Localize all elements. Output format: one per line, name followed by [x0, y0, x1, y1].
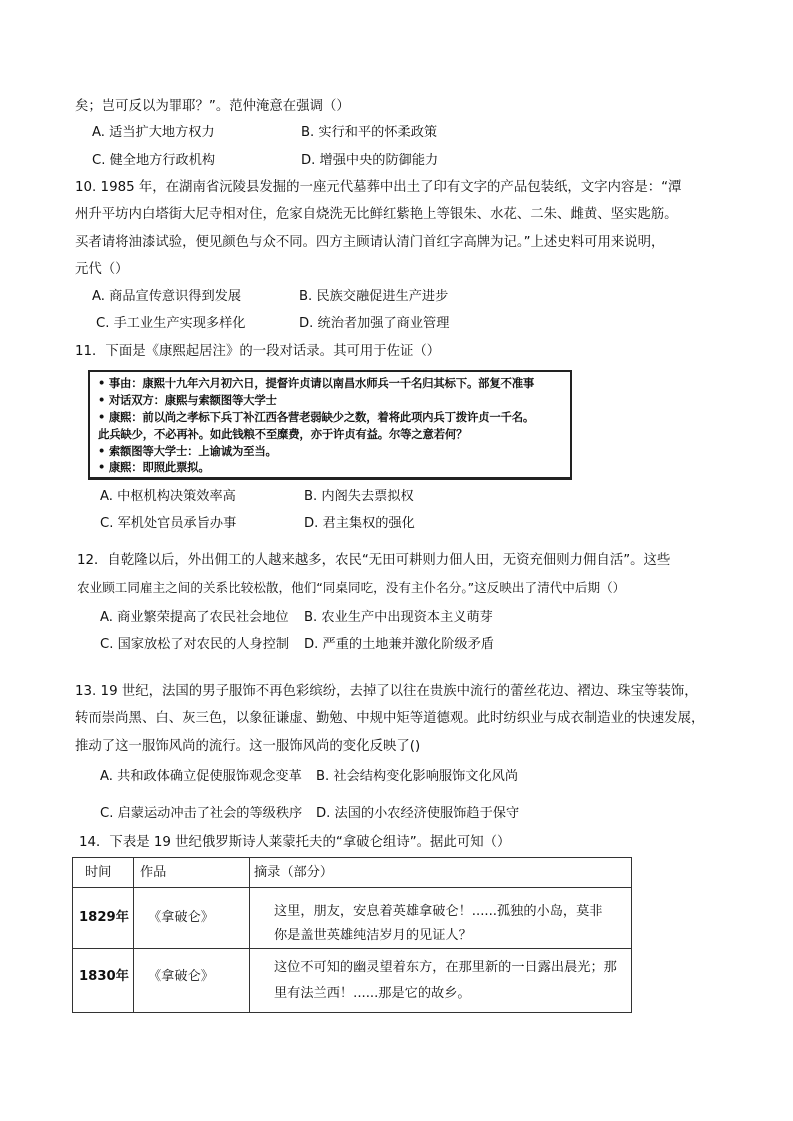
q11-box-line-4: 此兵缺少，不必再补。如此钱粮不至糜费，亦于许贞有益。尔等之意若何？: [98, 427, 468, 441]
table-header-row: [73, 858, 632, 888]
q12-option-b[interactable]: B. 农业生产中出现资本主义萌芽: [304, 610, 493, 625]
q13-stem-line-3: 推动了这一服饰风尚的流行。这一服饰风尚的变化反映了(): [75, 739, 421, 754]
table-row: [73, 888, 632, 949]
q11-box-line-2: • 对话双方：康熙与索额图等大学士: [98, 393, 277, 407]
q12-option-c[interactable]: C. 国家放松了对农民的人身控制: [100, 637, 290, 652]
row-2-work: 《拿破仑》: [148, 969, 214, 984]
row-1-excerpt-line-2: 你是盖世英雄纯洁岁月的见证人？: [274, 928, 472, 943]
q9-option-b[interactable]: B. 实行和平的怀柔政策: [301, 125, 438, 140]
q11-option-d[interactable]: D. 君主集权的强化: [304, 516, 415, 531]
q9-option-d[interactable]: D. 增强中央的防御能力: [301, 153, 439, 168]
q10-option-a[interactable]: A. 商品宣传意识得到发展: [92, 289, 242, 304]
header-excerpt: 摘录（部分）: [250, 858, 632, 888]
q13-option-b[interactable]: B. 社会结构变化影响服饰文化风尚: [316, 769, 519, 784]
header-work: 作品: [134, 858, 250, 888]
q12-stem-line-2: 农业顾工同雇主之间的关系比较松散，他们“同桌同吃，没有主仆名分。”这反映出了清代中后期（）: [77, 580, 626, 595]
table-row: [73, 949, 632, 1013]
q11-option-a[interactable]: A. 中枢机构决策效率高: [100, 489, 236, 504]
q11-option-b[interactable]: B. 内阁失去票拟权: [304, 489, 414, 504]
q12-option-d[interactable]: D. 严重的土地兼并激化阶级矛盾: [304, 637, 494, 652]
q12-stem-line-1: 12．自乾隆以后，外出佣工的人越来越多，农民“无田可耕则力佃人田，无资充佃则力佣自活”。这些: [77, 553, 671, 568]
q11-stem: 11．下面是《康熙起居注》的一段对话录。其可用于佐证（）: [75, 344, 441, 359]
q11-box-line-1: • 事由：康熙十九年六月初六日，提督许贞请以南昌水师兵一千名归其标下。部复不准事: [98, 376, 535, 390]
q14-stem: 14．下表是 19 世纪俄罗斯诗人莱蒙托夫的“拿破仑组诗”。据此可知（）: [79, 835, 511, 850]
q9-option-a[interactable]: A. 适当扩大地方权力: [92, 125, 215, 140]
row-1-work: 《拿破仑》: [148, 910, 214, 925]
q10-option-c[interactable]: C. 手工业生产实现多样化: [96, 316, 246, 331]
q10-stem-line-4: 元代（）: [75, 262, 129, 277]
q11-quote-box: [88, 370, 572, 480]
q11-box-line-6: • 康熙：即照此票拟。: [98, 460, 210, 474]
poem-table: [72, 857, 632, 1013]
q9-option-c[interactable]: C. 健全地方行政机构: [92, 153, 216, 168]
q10-option-d[interactable]: D. 统治者加强了商业管理: [299, 316, 450, 331]
row-1-excerpt-line-1: 这里，朋友，安息着英雄拿破仑！......孤独的小岛，莫非: [274, 904, 603, 919]
q11-box-line-3: • 康熙：前以尚之孝标下兵丁补江西各营老弱缺少之数，着将此项内兵丁拨许贞一千名。: [98, 410, 535, 424]
q10-option-b[interactable]: B. 民族交融促进生产进步: [299, 289, 449, 304]
q13-option-c[interactable]: C. 启蒙运动冲击了社会的等级秩序: [100, 806, 303, 821]
q11-box-line-5: • 索额图等大学士：上谕诚为至当。: [98, 444, 277, 458]
q13-stem-line-2: 转而崇尚黑、白、灰三色，以象征谦虚、勤勉、中规中矩等道德观。此时纺织业与成衣制造业的快速发展，: [75, 711, 705, 726]
q10-stem-line-1: 10. 1985 年，在湖南省沅陵县发掘的一座元代墓葬中出土了印有文字的产品包装纸，文字内容是：“潭: [75, 180, 682, 195]
row-2-year: 1830年: [79, 969, 129, 984]
row-2-excerpt-line-1: 这位不可知的幽灵望着东方，在那里新的一日露出晨光；那: [274, 960, 617, 975]
q13-option-a[interactable]: A. 共和政体确立促使服饰观念变革: [100, 769, 302, 784]
q13-option-d[interactable]: D. 法国的小农经济使服饰趋于保守: [316, 806, 520, 821]
q9-stem-tail: 矣；岂可反以为罪耶？”。范仲淹意在强调（）: [75, 99, 350, 114]
row-1-year: 1829年: [79, 910, 129, 925]
q10-stem-line-2: 州升平坊内白塔街大尼寺相对住，危家自烧洗无比鲜红紫艳上等银朱、水花、二朱、雌黄、坚实匙筋。: [75, 207, 678, 222]
header-time: 时间: [73, 858, 134, 888]
row-2-excerpt-line-2: 里有法兰西！......那是它的故乡。: [274, 986, 471, 1001]
q12-option-a[interactable]: A. 商业繁荣提高了农民社会地位: [100, 610, 289, 625]
q13-stem-line-1: 13. 19 世纪，法国的男子服饰不再色彩缤纷，去掉了以往在贵族中流行的蕾丝花边、褶边、珠宝等装饰，: [75, 684, 698, 699]
q10-stem-line-3: 买者请将油漆试验，便见颜色与众不同。四方主顾请认清门首红字高牌为记。”上述史料可用来说明，: [75, 235, 665, 250]
q11-option-c[interactable]: C. 军机处官员承旨办事: [100, 516, 237, 531]
